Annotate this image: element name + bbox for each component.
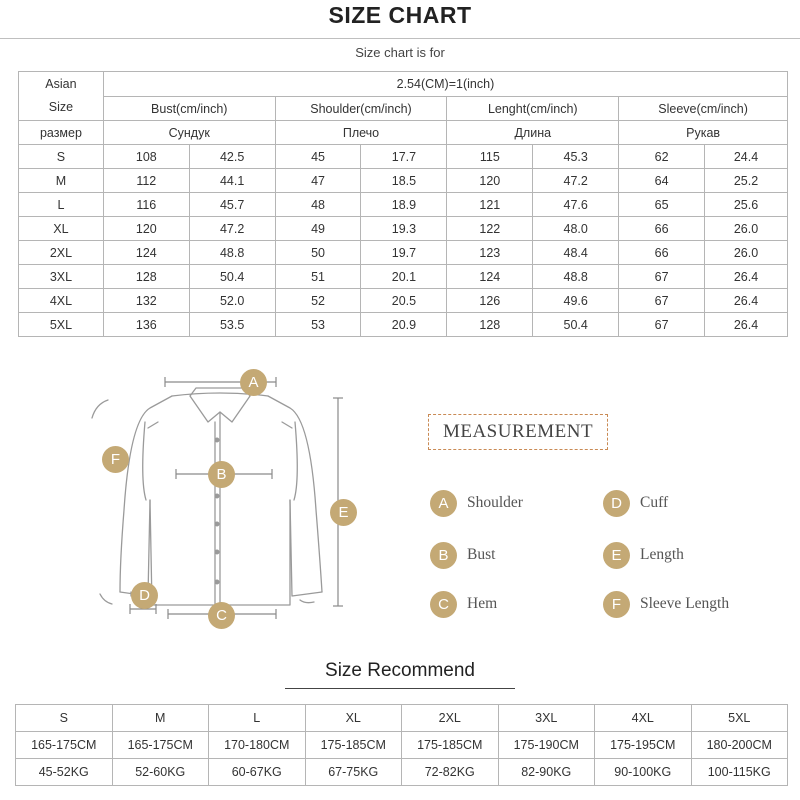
table-cell: 45.7 (189, 193, 275, 217)
table-cell: 67 (619, 265, 705, 289)
table-cell: 52-60KG (112, 759, 209, 786)
table-cell: 44.1 (189, 169, 275, 193)
table-cell: 3XL (498, 705, 595, 732)
table-cell: 124 (103, 241, 189, 265)
legend-cuff (603, 490, 668, 516)
table-row (19, 241, 788, 265)
size-label: Size (48, 100, 74, 114)
table-cell: XL (305, 705, 402, 732)
table-cell: 45.3 (533, 145, 619, 169)
asian-label: Asian (45, 77, 77, 91)
badge-e: E (330, 499, 357, 526)
col-length: Lenght(cm/inch) (447, 97, 619, 121)
table-cell: 123 (447, 241, 533, 265)
header-row-conversion (19, 72, 788, 97)
table-cell: 45 (275, 145, 361, 169)
table-row (19, 265, 788, 289)
table-row (19, 169, 788, 193)
table-cell: 170-180CM (209, 732, 306, 759)
badge-c: C (208, 602, 235, 629)
legend-hem (430, 591, 497, 617)
legend-badge-f: F (603, 591, 630, 618)
legend-badge-b: B (430, 542, 457, 569)
ru-col-bust: Сундук (103, 121, 275, 145)
table-cell: 49.6 (533, 289, 619, 313)
legend-label-cuff: Cuff (640, 494, 669, 511)
table-cell: 175-185CM (305, 732, 402, 759)
table-cell: 136 (103, 313, 189, 337)
legend-badge-c: C (430, 591, 457, 618)
table-cell: 67 (619, 289, 705, 313)
table-cell: 47.2 (533, 169, 619, 193)
table-cell: 175-185CM (402, 732, 499, 759)
badge-d: D (131, 582, 158, 609)
table-cell: 115 (447, 145, 533, 169)
table-cell: 112 (103, 169, 189, 193)
table-cell: 62 (619, 145, 705, 169)
table-cell: 53.5 (189, 313, 275, 337)
page-title: SIZE CHART (328, 2, 472, 28)
badge-b: B (208, 461, 235, 488)
table-cell: 26.0 (705, 241, 788, 265)
legend-length (603, 542, 684, 568)
asian-size-header (19, 72, 104, 121)
table-cell: 66 (619, 217, 705, 241)
table-cell: 20.5 (361, 289, 447, 313)
table-cell: 48 (275, 193, 361, 217)
table-row (19, 313, 788, 337)
table-cell: 20.9 (361, 313, 447, 337)
table-row (19, 217, 788, 241)
legend-label-sleeve-length: Sleeve Length (640, 595, 730, 612)
ru-col-length: Длина (447, 121, 619, 145)
table-cell: 26.0 (705, 217, 788, 241)
badge-f: F (102, 446, 129, 473)
table-cell: 121 (447, 193, 533, 217)
table-cell: 65 (619, 193, 705, 217)
table-cell: 50.4 (189, 265, 275, 289)
table-cell: 67 (619, 313, 705, 337)
recommend-weight-row (16, 759, 788, 786)
table-cell: M (112, 705, 209, 732)
size-recommend-rows (16, 705, 788, 786)
table-cell: 49 (275, 217, 361, 241)
table-cell: 25.2 (705, 169, 788, 193)
table-cell: 2XL (402, 705, 499, 732)
header-row-russian (19, 121, 788, 145)
table-cell: 47.2 (189, 217, 275, 241)
table-row (19, 289, 788, 313)
table-cell: 165-175CM (16, 732, 113, 759)
table-cell: 5XL (691, 705, 788, 732)
table-cell: 52.0 (189, 289, 275, 313)
table-cell: 82-90KG (498, 759, 595, 786)
header-row-columns (19, 97, 788, 121)
size-cell: 5XL (19, 313, 104, 337)
measurement-title: MEASUREMENT (428, 414, 608, 450)
table-cell: L (209, 705, 306, 732)
ru-col-sleeve: Рукав (619, 121, 788, 145)
table-cell: 48.4 (533, 241, 619, 265)
table-cell: 60-67KG (209, 759, 306, 786)
legend-bust (430, 542, 495, 568)
table-cell: 26.4 (705, 289, 788, 313)
table-cell: 4XL (595, 705, 692, 732)
table-cell: 25.6 (705, 193, 788, 217)
recommend-size-row (16, 705, 788, 732)
table-cell: 100-115KG (691, 759, 788, 786)
table-cell: 45-52KG (16, 759, 113, 786)
size-cell: 2XL (19, 241, 104, 265)
table-cell: 24.4 (705, 145, 788, 169)
legend-sleeve-length (603, 591, 729, 617)
table-cell: 52 (275, 289, 361, 313)
size-chart-table (18, 71, 788, 337)
table-cell: 180-200CM (691, 732, 788, 759)
table-cell: 128 (447, 313, 533, 337)
size-recommend-table (15, 704, 788, 786)
legend-badge-a: A (430, 490, 457, 517)
table-cell: 53 (275, 313, 361, 337)
table-cell: 48.0 (533, 217, 619, 241)
legend-label-hem: Hem (467, 595, 498, 612)
legend-badge-e: E (603, 542, 630, 569)
table-row (19, 193, 788, 217)
table-cell: 90-100KG (595, 759, 692, 786)
table-cell: 18.9 (361, 193, 447, 217)
col-sleeve: Sleeve(cm/inch) (619, 97, 788, 121)
recommend-height-row (16, 732, 788, 759)
table-cell: 175-190CM (498, 732, 595, 759)
table-cell: 47.6 (533, 193, 619, 217)
table-cell: 122 (447, 217, 533, 241)
table-cell: 20.1 (361, 265, 447, 289)
legend-label-shoulder: Shoulder (467, 494, 523, 511)
size-cell: S (19, 145, 104, 169)
table-cell: 26.4 (705, 313, 788, 337)
legend-label-bust: Bust (467, 546, 496, 563)
table-cell: 19.3 (361, 217, 447, 241)
size-recommend-divider (285, 688, 515, 689)
title-divider (0, 38, 800, 39)
size-cell: L (19, 193, 104, 217)
legend-shoulder (430, 490, 523, 516)
shirt-diagram (0, 360, 400, 650)
table-row (19, 145, 788, 169)
size-cell: 3XL (19, 265, 104, 289)
table-cell: 18.5 (361, 169, 447, 193)
table-cell: 66 (619, 241, 705, 265)
table-cell: 26.4 (705, 265, 788, 289)
table-cell: 67-75KG (305, 759, 402, 786)
legend-label-length: Length (640, 546, 684, 563)
table-cell: 42.5 (189, 145, 275, 169)
table-cell: 50.4 (533, 313, 619, 337)
table-cell: 132 (103, 289, 189, 313)
page-subtitle: Size chart is for (355, 45, 445, 60)
table-cell: 64 (619, 169, 705, 193)
col-shoulder: Shoulder(cm/inch) (275, 97, 447, 121)
table-cell: 50 (275, 241, 361, 265)
table-cell: 108 (103, 145, 189, 169)
table-cell: 175-195CM (595, 732, 692, 759)
size-cell: M (19, 169, 104, 193)
size-recommend-title: Size Recommend (325, 660, 475, 681)
table-cell: 120 (447, 169, 533, 193)
table-cell: 17.7 (361, 145, 447, 169)
conversion-note: 2.54(CM)=1(inch) (103, 72, 787, 97)
table-cell: 124 (447, 265, 533, 289)
table-cell: 126 (447, 289, 533, 313)
size-cell: XL (19, 217, 104, 241)
table-cell: 51 (275, 265, 361, 289)
ru-col-shoulder: Плечо (275, 121, 447, 145)
table-cell: 48.8 (533, 265, 619, 289)
table-cell: S (16, 705, 113, 732)
size-rows (19, 145, 788, 337)
legend-badge-d: D (603, 490, 630, 517)
table-cell: 19.7 (361, 241, 447, 265)
size-cell: 4XL (19, 289, 104, 313)
table-cell: 128 (103, 265, 189, 289)
table-cell: 116 (103, 193, 189, 217)
badge-a: A (240, 369, 267, 396)
table-cell: 165-175CM (112, 732, 209, 759)
col-bust: Bust(cm/inch) (103, 97, 275, 121)
table-cell: 47 (275, 169, 361, 193)
ru-size-label: размер (19, 121, 104, 145)
table-cell: 120 (103, 217, 189, 241)
table-cell: 48.8 (189, 241, 275, 265)
table-cell: 72-82KG (402, 759, 499, 786)
